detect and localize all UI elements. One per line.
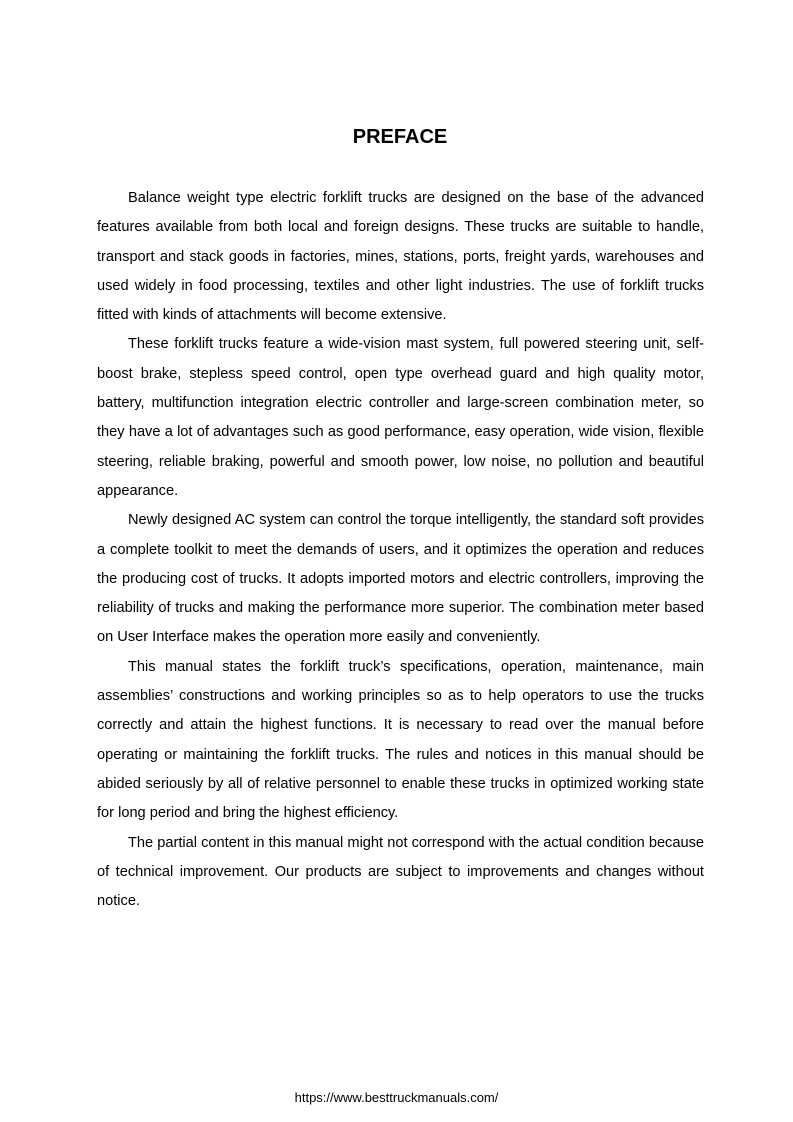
- paragraph-1: Balance weight type electric forklift trucks are designed on the base of the advanced features available from both local and foreign designs. These trucks are suitable to handle, transport and stack goods in factories, mines, stations, ports, freight yards, warehouses and used widely in food processing, textiles and other light industries. The use of forklift trucks fitted with kinds of attachments will become extensive.: [97, 190, 704, 324]
- page-title: PREFACE: [352, 126, 448, 148]
- paragraph-3: Newly designed AC system can control the torque intelligently, the standard soft provides a complete toolkit to meet the demands of users, and it optimizes the operation and reduces the producing cost of trucks. It adopts imported motors and electric controllers, improving the reliability of trucks and making the performance more superior. The combination meter based on User Interface makes the operation more easily and conveniently.: [97, 512, 704, 646]
- paragraph-2: These forklift trucks feature a wide-vision mast system, full powered steering unit, self-boost brake, stepless speed control, open type overhead guard and high quality motor, battery, multifunction integration electric controller and large-screen combination meter, so they have a lot of advantages such as good performance, easy operation, wide vision, flexible steering, reliable braking, powerful and smooth power, low noise, no pollution and beautiful appearance.: [97, 336, 704, 499]
- preface-body: [97, 184, 704, 916]
- paragraph-4: This manual states the forklift truck’s specifications, operation, maintenance, main assemblies’ constructions and working principles so as to help operators to use the trucks correctly and attain the highest functions. It is necessary to read over the manual before operating or maintaining the forklift trucks. The rules and notices in this manual should be abided seriously by all of relative personnel to enable these trucks in optimized working state for long period and bring the highest efficiency.: [97, 658, 704, 822]
- paragraph-5: The partial content in this manual might not correspond with the actual condition because of technical improvement. Our products are subject to improvements and changes without notice.: [97, 834, 704, 910]
- footer-url: https://www.besttruckmanuals.com/: [294, 1090, 499, 1105]
